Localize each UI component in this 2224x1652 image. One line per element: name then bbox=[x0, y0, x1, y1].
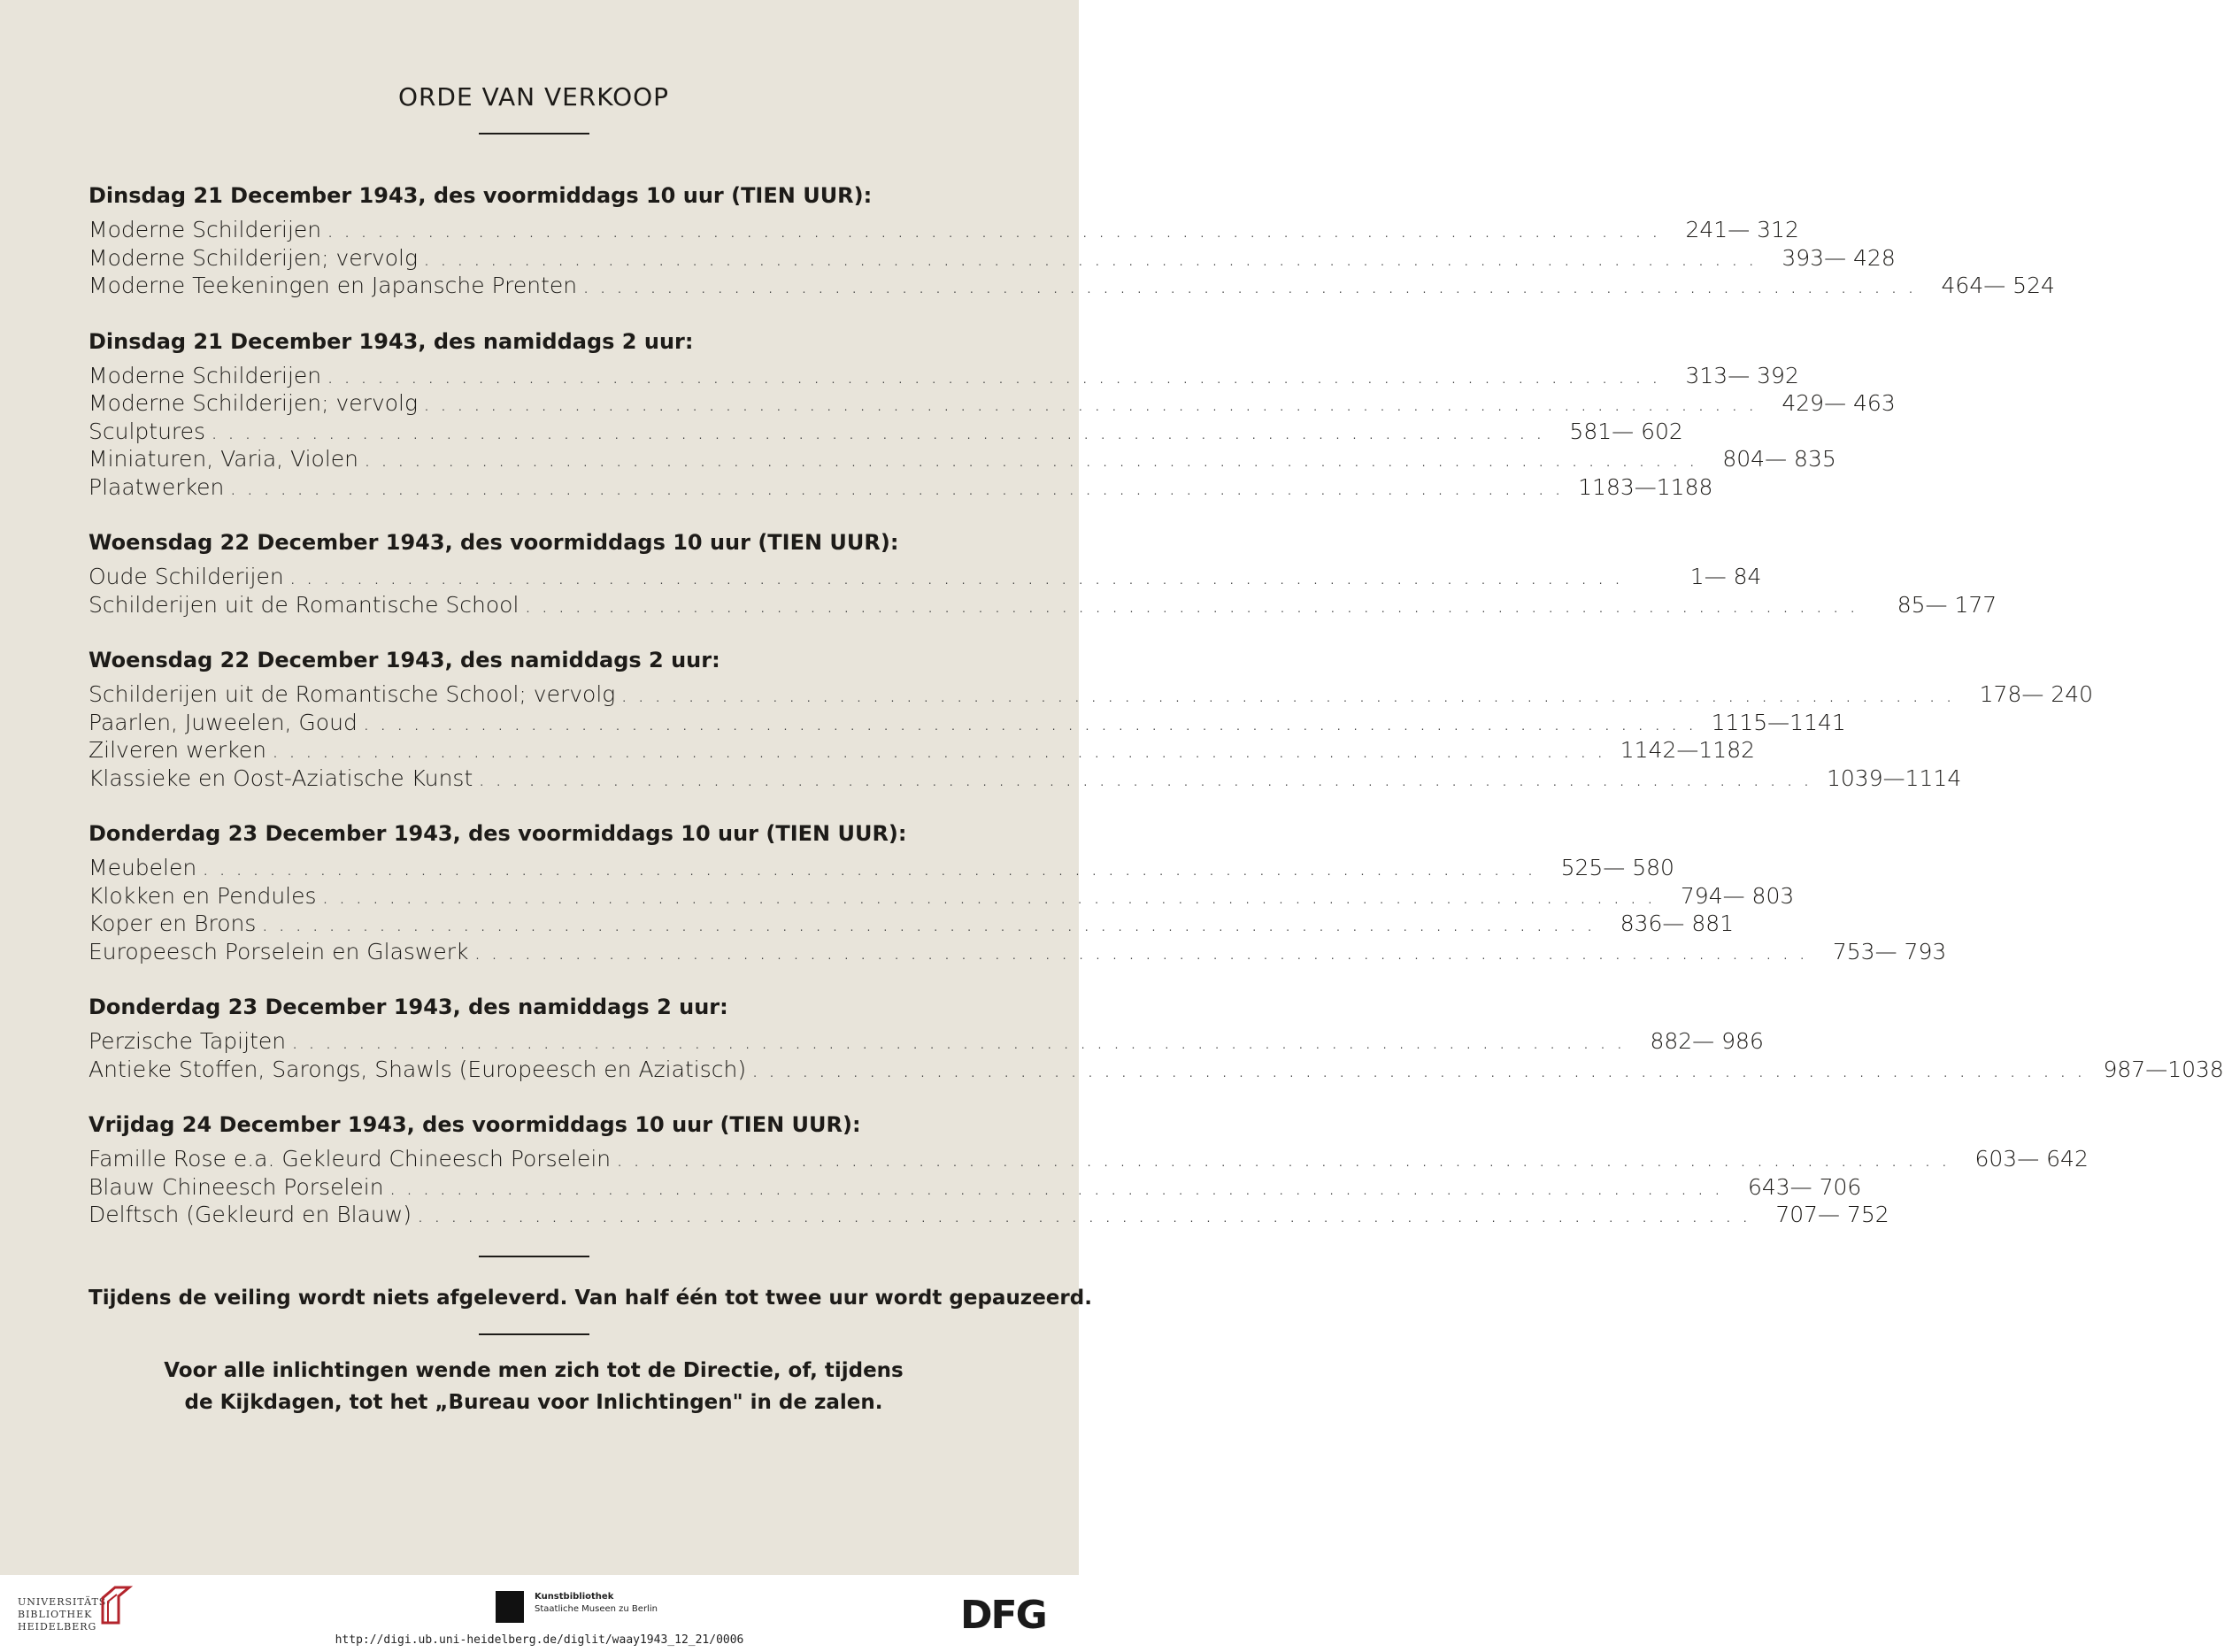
lot-range: 794— 803 bbox=[1680, 882, 1795, 909]
leader-dots: ................................................................................ bbox=[364, 446, 1705, 472]
leader-dots: ................................................................................ bbox=[202, 855, 1543, 880]
lot-category: Antieke Stoffen, Sarongs, Shawls (Europeesch en Aziatisch) bbox=[88, 1056, 747, 1082]
lot-category: Schilderijen uit de Romantische School; vervolg bbox=[88, 681, 616, 707]
lot-range: 1115—1141 bbox=[1711, 709, 1846, 735]
lot-row bbox=[88, 1145, 2089, 1173]
lot-range: 836— 881 bbox=[1620, 911, 1735, 936]
lot-row bbox=[88, 418, 1683, 446]
lot-row bbox=[88, 1056, 2224, 1084]
lot-row bbox=[88, 1027, 1764, 1056]
lot-range: 643— 706 bbox=[1747, 1173, 1862, 1200]
uni-line: UNIVERSITÄTS- bbox=[18, 1596, 112, 1608]
lot-range: 1142—1182 bbox=[1620, 737, 1756, 763]
leader-dots: ................................................................................ bbox=[751, 1056, 2093, 1082]
leader-dots: ................................................................................ bbox=[291, 1028, 1633, 1054]
lot-category: Meubelen bbox=[88, 855, 197, 880]
viewer-footer bbox=[0, 1575, 1079, 1652]
dfg-logo: DFG bbox=[960, 1593, 1046, 1638]
kb-name: Kunstbibliothek bbox=[535, 1592, 614, 1602]
kunstbibliothek-logo-icon bbox=[496, 1591, 524, 1623]
lot-range: 1— 84 bbox=[1689, 564, 1762, 589]
lot-row bbox=[88, 244, 1896, 273]
section-heading: Donderdag 23 December 1943, des namiddags 2 uur: bbox=[88, 995, 728, 1019]
lot-row bbox=[88, 680, 2094, 709]
leader-dots: ................................................................................ bbox=[473, 938, 1816, 964]
lot-row bbox=[88, 445, 1836, 473]
lot-category: Europeesch Porselein en Glaswerk bbox=[88, 938, 469, 964]
schedule-section bbox=[88, 645, 2094, 792]
section-heading: Dinsdag 21 December 1943, des voormiddags 10 uur (TIEN UUR): bbox=[88, 183, 873, 208]
section-heading: Donderdag 23 December 1943, des voormiddags 10 uur (TIEN UUR): bbox=[88, 821, 907, 846]
lot-row bbox=[88, 854, 1674, 882]
lot-row bbox=[88, 591, 1997, 619]
schedule-section bbox=[88, 1110, 2089, 1229]
lot-category: Klassieke en Oost-Aziatische Kunst bbox=[88, 765, 473, 791]
uni-line: BIBLIOTHEK bbox=[18, 1609, 93, 1620]
lot-row bbox=[88, 910, 1735, 938]
schedule-section bbox=[88, 818, 1947, 965]
leader-dots: ................................................................................ bbox=[229, 473, 1572, 500]
notice-text: Tijdens de veiling wordt niets afgeleverd. Van half één tot twee uur wordt gepauzeerd. bbox=[88, 1286, 1092, 1310]
leader-dots: ................................................................................ bbox=[321, 882, 1664, 909]
info-line: de Kijkdagen, tot het „Bureau voor Inlichtingen" in de zalen. bbox=[184, 1390, 883, 1414]
lot-row bbox=[88, 938, 1947, 966]
lot-category: Oude Schilderijen bbox=[88, 564, 284, 589]
lot-range: 804— 835 bbox=[1722, 446, 1836, 472]
info-line: Voor alle inlichtingen wende men zich tot de Directie, of, tijdens bbox=[164, 1358, 904, 1382]
leader-dots: ................................................................................ bbox=[362, 709, 1705, 735]
lot-range: 429— 463 bbox=[1782, 390, 1896, 416]
lot-range: 1039—1114 bbox=[1827, 765, 1962, 791]
lot-row bbox=[88, 473, 1713, 502]
divider-rule bbox=[479, 1256, 589, 1257]
schedule-section bbox=[88, 181, 2055, 300]
leader-dots: ................................................................................ bbox=[389, 1173, 1731, 1200]
lot-category: Perzische Tapijten bbox=[88, 1028, 287, 1054]
lot-category: Miniaturen, Varia, Violen bbox=[88, 446, 359, 472]
university-logo-icon bbox=[97, 1584, 135, 1626]
lot-range: 525— 580 bbox=[1560, 855, 1674, 880]
lot-range: 241— 312 bbox=[1685, 217, 1799, 242]
lot-category: Famille Rose e.a. Gekleurd Chineesch Porselein bbox=[88, 1146, 612, 1172]
lot-range: 178— 240 bbox=[1979, 681, 2094, 707]
leader-dots: ................................................................................ bbox=[327, 362, 1668, 388]
lot-category: Plaatwerken bbox=[88, 473, 225, 500]
lot-row bbox=[88, 765, 1962, 793]
section-heading: Vrijdag 24 December 1943, des voormiddags 10 uur (TIEN UUR): bbox=[88, 1112, 861, 1137]
lot-row bbox=[88, 709, 1846, 737]
lot-row bbox=[88, 389, 1896, 418]
leader-dots: ................................................................................ bbox=[272, 737, 1613, 763]
leader-dots: ................................................................................ bbox=[620, 681, 1963, 707]
section-heading: Woensdag 22 December 1943, des namiddags 2 uur: bbox=[88, 648, 720, 672]
leader-dots: ................................................................................ bbox=[211, 418, 1552, 444]
section-heading: Woensdag 22 December 1943, des voormiddags 10 uur (TIEN UUR): bbox=[88, 530, 899, 555]
lot-category: Moderne Schilderijen bbox=[88, 217, 322, 242]
content-area bbox=[88, 80, 2224, 1418]
lot-row bbox=[88, 216, 1799, 244]
lot-row bbox=[88, 1173, 1862, 1202]
lot-category: Schilderijen uit de Romantische School bbox=[88, 591, 519, 618]
lot-range: 85— 177 bbox=[1897, 591, 1997, 618]
lot-range: 464— 524 bbox=[1941, 273, 2055, 298]
sections-list bbox=[88, 181, 2224, 1229]
leader-dots: ................................................................................ bbox=[327, 217, 1668, 242]
lot-row bbox=[88, 272, 2055, 300]
lot-category: Blauw Chineesch Porselein bbox=[88, 1173, 384, 1200]
lot-row bbox=[88, 736, 1756, 765]
leader-dots: ................................................................................ bbox=[524, 591, 1866, 618]
divider-rule bbox=[479, 133, 589, 134]
page-url[interactable]: http://digi.ub.uni-heidelberg.de/diglit/waay1943_12_21/0006 bbox=[335, 1633, 744, 1647]
lot-category: Zilveren werken bbox=[88, 737, 267, 763]
lot-range: 603— 642 bbox=[1974, 1146, 2089, 1172]
lot-category: Klokken en Pendules bbox=[88, 882, 317, 909]
lot-category: Moderne Teekeningen en Japansche Prenten bbox=[88, 273, 578, 298]
leader-dots: ................................................................................ bbox=[616, 1146, 1958, 1172]
leader-dots: ................................................................................ bbox=[423, 244, 1765, 271]
lot-row bbox=[88, 1201, 1889, 1229]
kunstbibliothek-label bbox=[535, 1591, 658, 1616]
lot-range: 393— 428 bbox=[1782, 244, 1896, 271]
lot-row bbox=[88, 882, 1795, 911]
leader-dots: ................................................................................ bbox=[261, 911, 1604, 936]
page-title: ORDE VAN VERKOOP bbox=[397, 82, 670, 111]
schedule-section bbox=[88, 527, 1997, 619]
leader-dots: ................................................................................ bbox=[582, 273, 1924, 298]
lot-category: Moderne Schilderijen bbox=[88, 362, 322, 388]
lot-range: 581— 602 bbox=[1569, 418, 1683, 444]
lot-range: 1183—1188 bbox=[1578, 473, 1713, 500]
lot-range: 753— 793 bbox=[1832, 938, 1947, 964]
leader-dots: ................................................................................ bbox=[416, 1202, 1758, 1227]
leader-dots: ................................................................................ bbox=[478, 765, 1820, 791]
lot-range: 313— 392 bbox=[1685, 362, 1799, 388]
lot-range: 882— 986 bbox=[1650, 1028, 1764, 1054]
lot-row bbox=[88, 563, 1762, 591]
info-text bbox=[88, 1355, 979, 1418]
lot-category: Koper en Brons bbox=[88, 911, 257, 936]
lot-range: 707— 752 bbox=[1775, 1202, 1889, 1227]
lot-category: Moderne Schilderijen; vervolg bbox=[88, 244, 418, 271]
section-heading: Dinsdag 21 December 1943, des namiddags 2 uur: bbox=[88, 328, 694, 354]
leader-dots: ................................................................................ bbox=[423, 390, 1765, 416]
kb-sub: Staatliche Museen zu Berlin bbox=[535, 1604, 658, 1614]
schedule-section bbox=[88, 327, 1896, 502]
uni-line: HEIDELBERG bbox=[18, 1621, 97, 1633]
lot-range: 987—1038 bbox=[2103, 1056, 2224, 1082]
divider-rule bbox=[479, 1333, 589, 1335]
lot-category: Paarlen, Juweelen, Goud bbox=[88, 709, 358, 735]
lot-row bbox=[88, 362, 1799, 390]
leader-dots: ................................................................................ bbox=[289, 564, 1631, 589]
lot-category: Moderne Schilderijen; vervolg bbox=[88, 390, 418, 416]
schedule-section bbox=[88, 992, 2224, 1083]
lot-category: Delftsch (Gekleurd en Blauw) bbox=[88, 1202, 412, 1227]
lot-category: Sculptures bbox=[88, 418, 206, 444]
